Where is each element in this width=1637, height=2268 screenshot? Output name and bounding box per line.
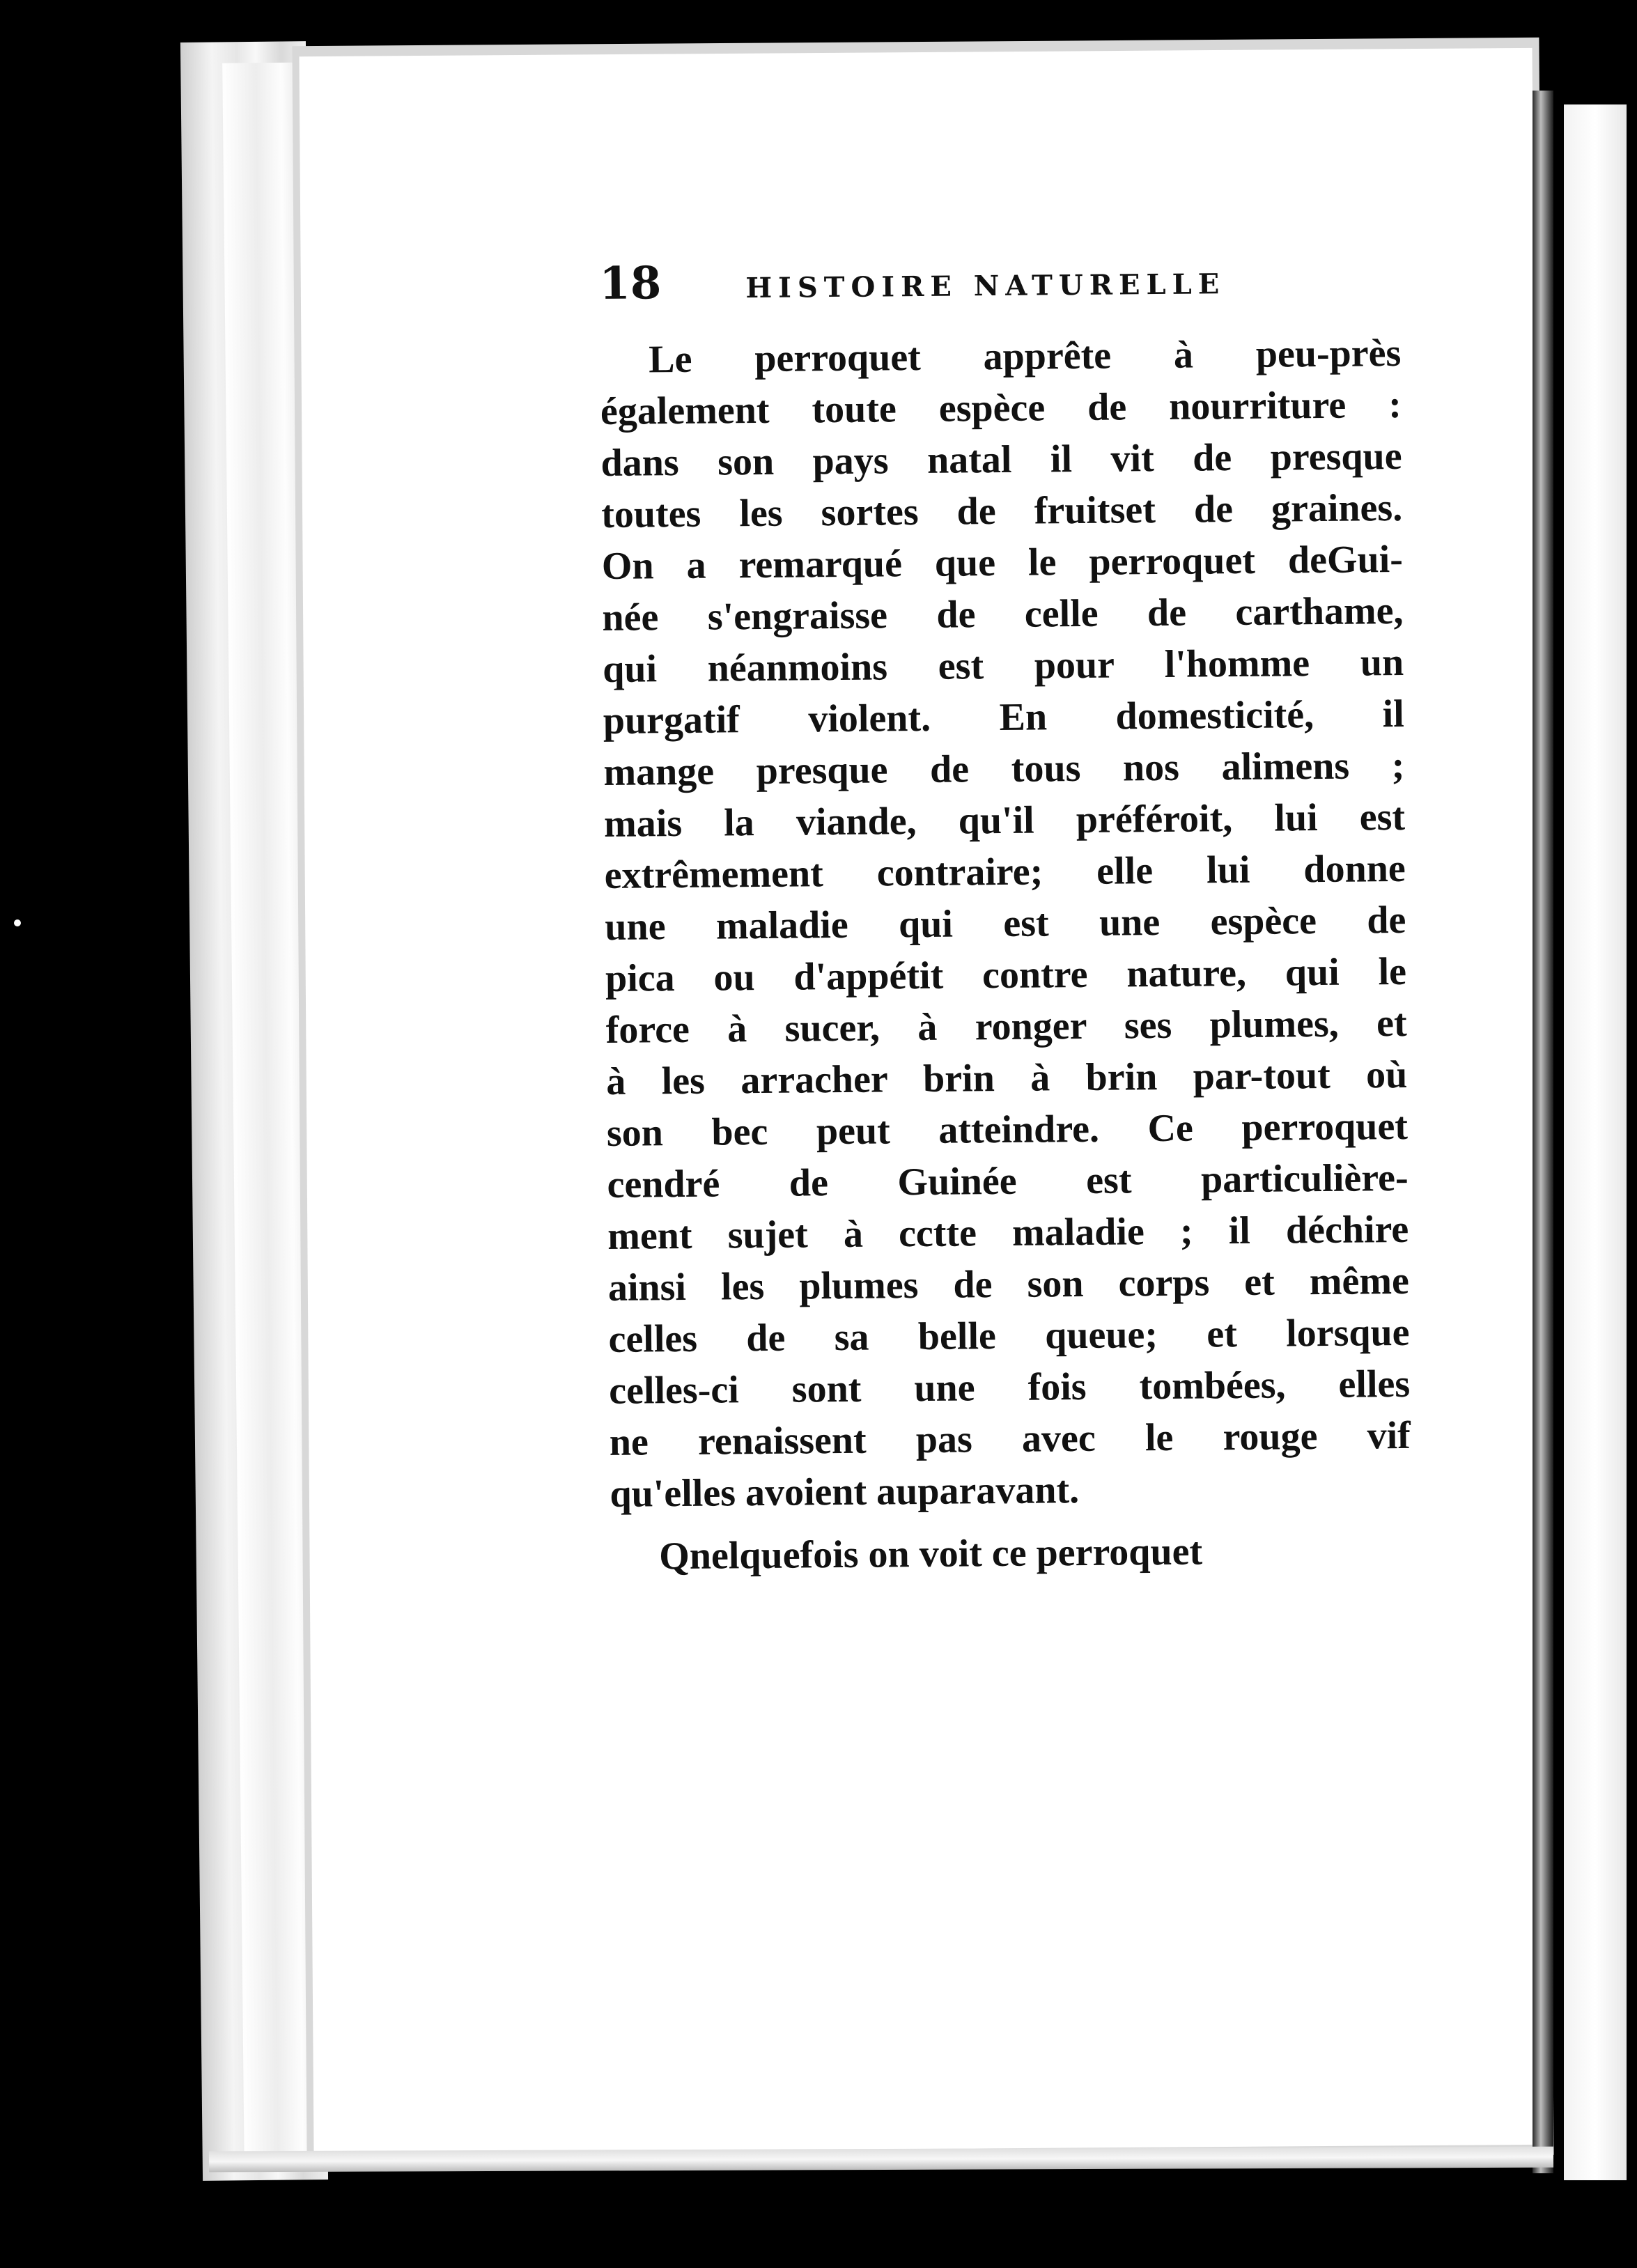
text-line: mange presque de tous nos alimens ; [603,743,1405,794]
text-line: mais la viande, qu'il préféroit, lui est [603,795,1406,846]
text-line: ment sujet à cctte maladie ; il déchire [607,1207,1409,1258]
text-line: qu'elles avoient auparavant. [610,1468,1080,1516]
book-gutter [1533,91,1553,2173]
text-line: celles-ci sont une fois tombées, elles [608,1362,1411,1413]
scan-speck [1505,1303,1510,1308]
page-number: 18 [599,257,662,310]
text-line: pica ou d'appétit contre nature, qui le [605,949,1407,1000]
text-line-next-paragraph: Qnelquefois on voit ce perroquet [659,1530,1203,1578]
text-line: extrêmement contraire; elle lui donne [604,846,1406,897]
scan-speck [14,919,21,926]
text-line: née s'engraisse de celle de carthame, [602,589,1404,639]
text-line: cendré de Guinée est particulière- [607,1156,1409,1206]
text-line: ainsi les plumes de son corps et même [607,1259,1410,1310]
text-line: dans son pays natal il vit de presque [600,434,1402,485]
page-text [599,251,1412,1583]
text-line: une maladie qui est une espèce de [605,898,1406,949]
paragraph [600,327,1411,1520]
text-line: celles de sa belle queue; et lorsque [608,1310,1410,1361]
text-line: également toute espèce de nourriture : [600,382,1402,433]
text-line: qui néanmoins est pour l'homme un [602,640,1404,691]
facing-page-edge [1564,104,1627,2180]
text-line: On a remarqué que le perroquet deGui- [601,537,1404,588]
text-line: Le perroquet apprête à peu-près [649,331,1402,382]
text-line: son bec peut atteindre. Ce perroquet [606,1104,1409,1155]
running-head [599,251,1401,334]
text-line: toutes les sortes de fruitset de graines. [600,486,1403,536]
text-line: force à sucer, à ronger ses plumes, et [605,1001,1407,1052]
text-line: purgatif violent. En domesticité, il [603,692,1405,743]
text-line: à les arracher brin à brin par-tout où [606,1053,1408,1103]
page-bottom-edge [209,2147,1553,2173]
running-head-title: HISTOIRE NATURELLE [745,267,1226,305]
text-line: ne renaissent pas avec le rouge vif [609,1413,1411,1464]
